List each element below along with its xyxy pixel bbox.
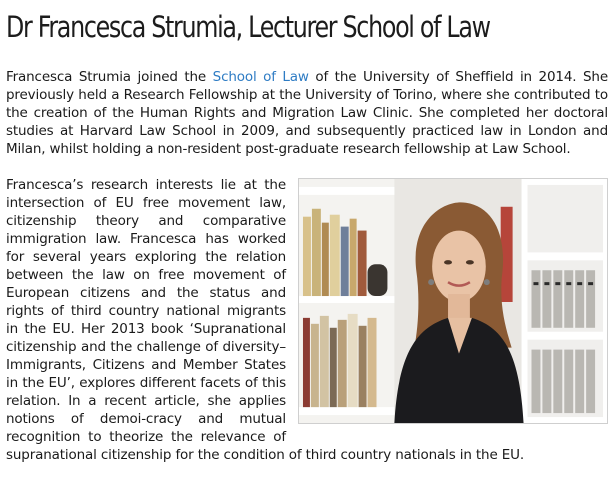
portrait-illustration (299, 179, 607, 423)
bio-text-after-link: of the University of Sheffield in 2014. She previously held a Research Fellowship at the University of Torino, where she contributed to the creation of the Human Rights and Migration Law Clinic. She completed her doctoral studies at Harvard Law School in 2009, and subsequently practiced law in London and Milan, whilst holding a non-resident post-graduate research fellowship at Law School. (6, 69, 608, 157)
bio-paragraph-2: Francesca’s research interests lie at the intersection of EU free movement law, citizenship theory and comparative immigration law. Francesca has worked for several years exploring the relation between the law on free movement of European citizens and the status and rights of third country national migrants in the EU. Her 2013 book ‘Supranational citizenship and the challenge of diversity–Immigrants, Citizens and Member States in the EU’, explores different facets of this relation. In a recent article, she applies notions of demoi-cracy and mutual recognition to theorize the relevance of supranational citizenship for the condition of third country nationals in the EU. (6, 177, 524, 463)
portrait-photo (298, 178, 608, 424)
school-of-law-link[interactable]: School of Law (212, 69, 309, 85)
bio-text-before-link: Francesca Strumia joined the (6, 69, 213, 85)
page-title: Dr Francesca Strumia, Lecturer School of Law (6, 10, 490, 44)
bio-section-2 (6, 176, 608, 464)
bio-paragraph-1 (6, 68, 608, 158)
